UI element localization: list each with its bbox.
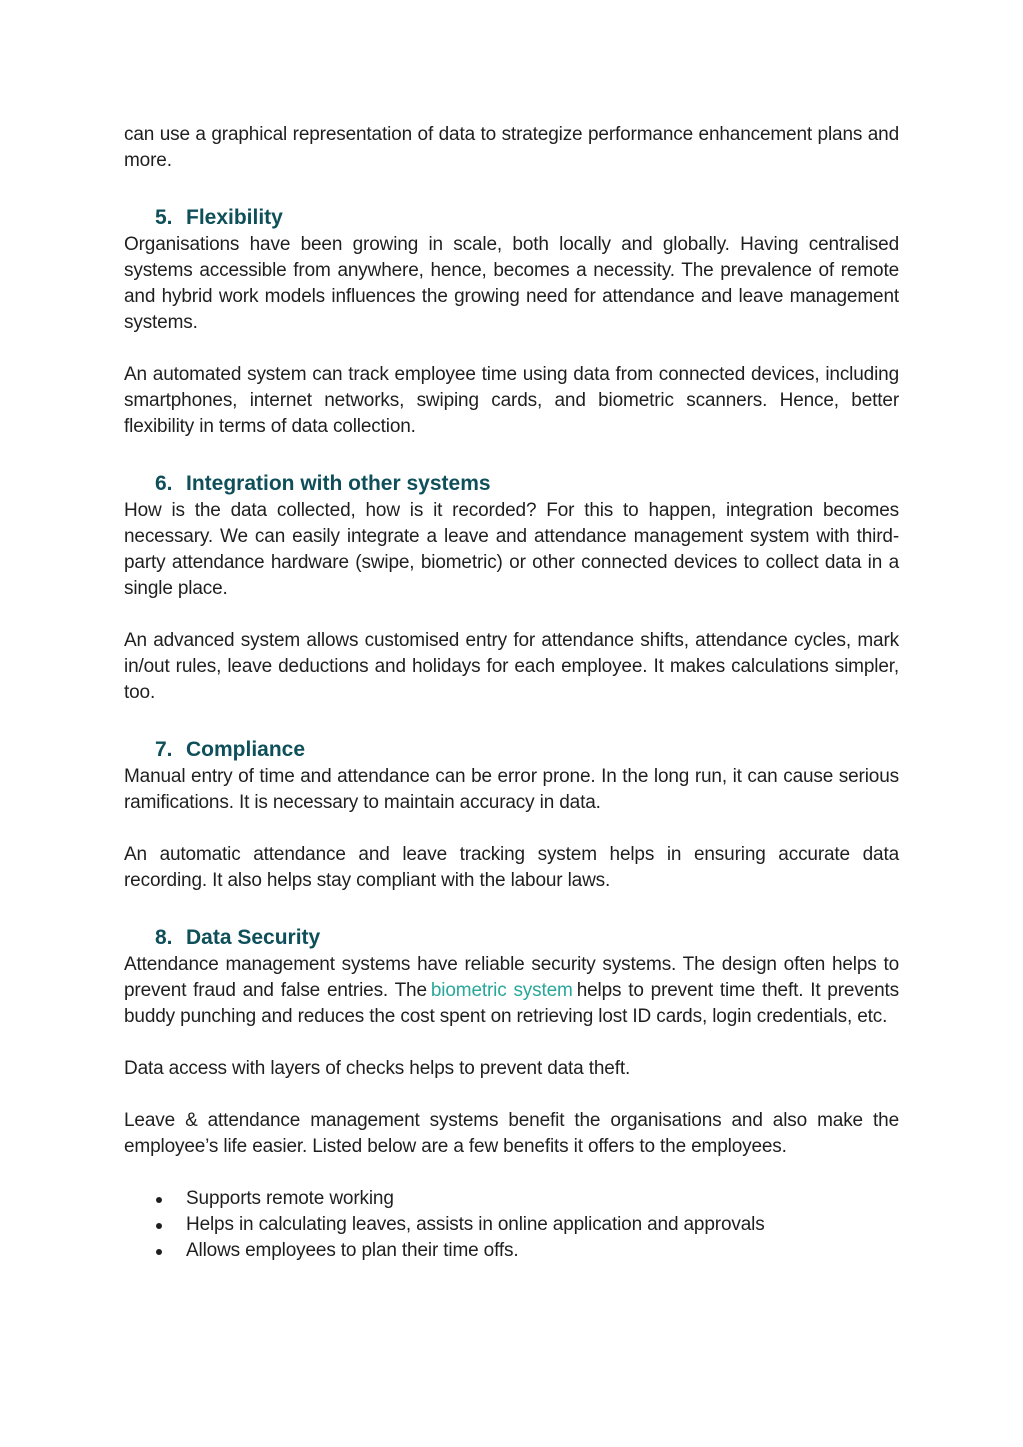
paragraph: An advanced system allows customised entry for attendance shifts, attendance cycles, mark in/out rules, leave deductions and holidays for each employee. It makes calculations simpler, too. bbox=[124, 630, 899, 703]
section-number: 6. bbox=[155, 472, 173, 495]
benefits-list bbox=[124, 1186, 899, 1264]
section-title: Flexibility bbox=[186, 206, 283, 229]
section-title: Data Security bbox=[186, 926, 321, 949]
section-heading-integration bbox=[124, 470, 899, 498]
paragraph: Organisations have been growing in scale, both locally and globally. Having centralised systems accessible from anywhere, hence, becomes a necessity. The prevalence of remote and hybrid work models influences the growing need for attendance and leave management systems. bbox=[124, 234, 899, 333]
list-item bbox=[124, 1186, 899, 1212]
text-segment: Attendance management systems have reliable security systems. The design often helps to prevent fraud and false entries. The bbox=[124, 954, 899, 1001]
section-number: 7. bbox=[155, 738, 173, 761]
section-number: 5. bbox=[155, 206, 173, 229]
list-item-text: Helps in calculating leaves, assists in online application and approvals bbox=[186, 1214, 765, 1235]
document-page bbox=[124, 122, 899, 1264]
bullet-icon bbox=[156, 1223, 162, 1229]
bullet-icon bbox=[156, 1197, 162, 1203]
paragraph: Manual entry of time and attendance can be error prone. In the long run, it can cause serious ramifications. It is necessary to maintain accuracy in data. bbox=[124, 766, 899, 813]
intro-paragraph: can use a graphical representation of data to strategize performance enhancement plans and more. bbox=[124, 124, 899, 171]
list-item-text: Allows employees to plan their time offs. bbox=[186, 1240, 519, 1261]
paragraph: An automated system can track employee time using data from connected devices, including smartphones, internet networks, swiping cards, and biometric scanners. Hence, better flexibility in terms of data collection. bbox=[124, 364, 899, 437]
text-segment: helps to prevent time theft. It prevents buddy punching and reduces the cost spent on retrieving lost ID cards, login credentials, etc. bbox=[124, 980, 899, 1027]
paragraph: An automatic attendance and leave tracking system helps in ensuring accurate data recording. It also helps stay compliant with the labour laws. bbox=[124, 844, 899, 891]
list-item-text: Supports remote working bbox=[186, 1188, 394, 1209]
list-item bbox=[124, 1212, 899, 1238]
section-heading-flexibility bbox=[124, 204, 899, 232]
paragraph-with-link bbox=[124, 952, 899, 1030]
section-heading-data-security bbox=[124, 924, 899, 952]
paragraph: How is the data collected, how is it recorded? For this to happen, integration becomes necessary. We can easily integrate a leave and attendance management system with third-party attendance hardware (swipe, biometric) or other connected devices to collect data in a single place. bbox=[124, 500, 899, 599]
biometric-system-link[interactable]: biometric system bbox=[430, 980, 573, 1001]
bullet-icon bbox=[156, 1249, 162, 1255]
list-item bbox=[124, 1238, 899, 1264]
paragraph: Data access with layers of checks helps to prevent data theft. bbox=[124, 1058, 631, 1079]
section-title: Integration with other systems bbox=[186, 472, 491, 495]
section-title: Compliance bbox=[186, 738, 306, 761]
paragraph: Leave & attendance management systems benefit the organisations and also make the employee’s life easier. Listed below are a few benefits it offers to the employees. bbox=[124, 1110, 899, 1157]
section-heading-compliance bbox=[124, 736, 899, 764]
section-number: 8. bbox=[155, 926, 173, 949]
